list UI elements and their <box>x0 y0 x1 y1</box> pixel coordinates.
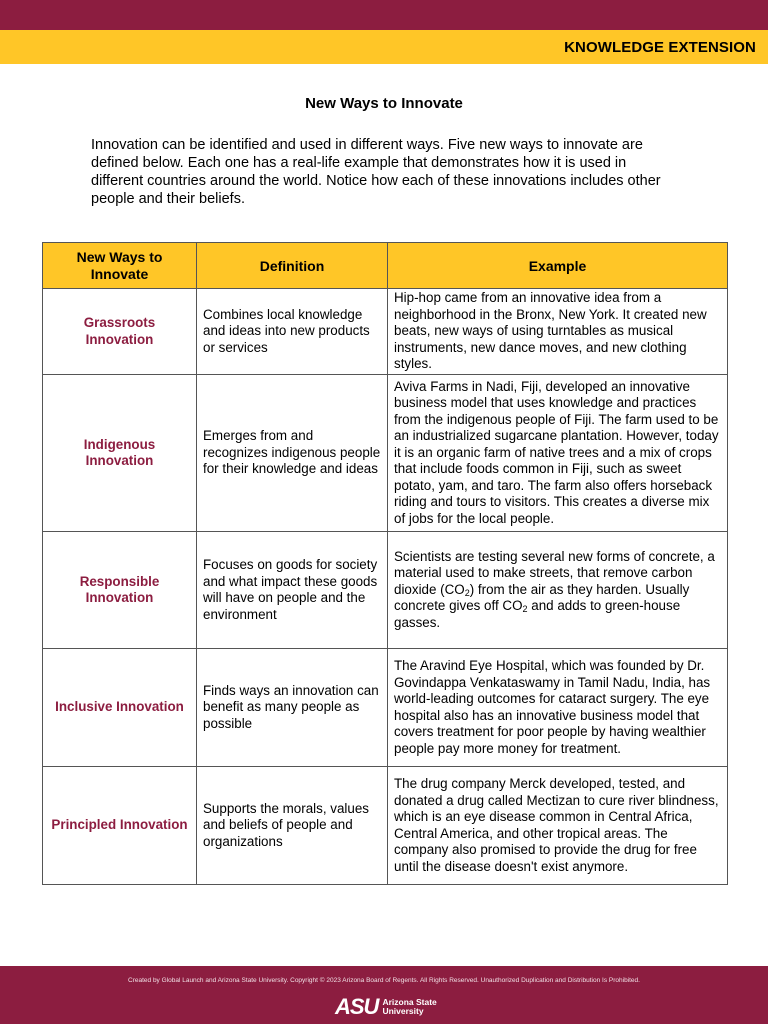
example-text-b: ) from the air as they harden. Usually concrete gives off CO <box>394 581 690 614</box>
header-label: KNOWLEDGE EXTENSION <box>564 38 756 56</box>
page-title: New Ways to Innovate <box>305 95 463 112</box>
asu-logo-words <box>382 998 436 1016</box>
top-maroon-bar <box>0 0 768 30</box>
asu-logo <box>335 996 437 1018</box>
row-definition: Finds ways an innovation can benefit as many people as possible <box>197 649 388 767</box>
logo-line-2: University <box>382 1006 424 1016</box>
table-header-row <box>43 243 728 289</box>
example-text-c: and adds to green-house gasses. <box>394 598 681 630</box>
row-term: Indigenous Innovation <box>43 375 197 532</box>
table-row <box>43 649 728 767</box>
row-term: Inclusive Innovation <box>43 649 197 767</box>
header-definition: Definition <box>197 243 388 289</box>
row-term: Responsible Innovation <box>43 532 197 649</box>
row-definition: Focuses on goods for society and what impact these goods will have on people and the environment <box>197 532 388 649</box>
table-row <box>43 375 728 532</box>
logo-line-1: Arizona State <box>382 997 437 1007</box>
table-row <box>43 767 728 885</box>
example-text-a: Scientists are testing several new forms of concrete, a material used to make streets, that remove carbon dioxide (CO <box>394 548 715 597</box>
row-definition: Combines local knowledge and ideas into new products or services <box>197 289 388 375</box>
row-definition: Supports the morals, values and beliefs of people and organizations <box>197 767 388 885</box>
table-row <box>43 289 728 375</box>
footer-bar <box>0 966 768 1024</box>
row-example: Hip-hop came from an innovative idea from a neighborhood in the Bronx, New York. It created new beats, new ways of using turntables as musical instruments, new dance moves, and new clothing styles. <box>388 289 728 375</box>
row-example: The Aravind Eye Hospital, which was founded by Dr. Govindappa Venkataswamy in Tamil Nadu, India, has world-leading outcomes for cataract surgery. The eye hospital also has an innovative business model that covers treatment for poor people by having wealthier people pay more money for treatment. <box>388 649 728 767</box>
innovation-table <box>42 242 728 885</box>
row-example: Aviva Farms in Nadi, Fiji, developed an innovative business model that uses knowledge and practices from the indigenous people of Fiji. The farm used to be an industrialized sugarcane plantation. However, today it is an organic farm of native trees and a mix of crops that include foods common in Fiji, such as sweet potato, yam, and taro. The farm also offers horseback riding and tours to visitors. This creates a diverse mix of jobs for the local people. <box>388 375 728 532</box>
row-definition: Emerges from and recognizes indigenous people for their knowledge and ideas <box>197 375 388 532</box>
row-example: The drug company Merck developed, tested, and donated a drug called Mectizan to cure river blindness, which is an eye disease common in Central Africa, Central America, and other tropical areas. The company also promised to provide the drug for free until the disease doesn't exist anymore. <box>388 767 728 885</box>
row-example <box>388 532 728 649</box>
table-row <box>43 532 728 649</box>
copyright-text: Created by Global Launch and Arizona State University. Copyright © 2023 Arizona Board of Regents. All Rights Reserved. Unauthorized Duplication and Distribution Is Prohibited. <box>128 977 640 984</box>
header-bar <box>0 30 768 64</box>
row-term: Grassroots Innovation <box>43 289 197 375</box>
asu-logo-mark: ASU <box>335 994 379 1019</box>
subscript-two: 2 <box>522 604 528 615</box>
header-example: Example <box>388 243 728 289</box>
subscript-two: 2 <box>464 587 470 598</box>
intro-paragraph: Innovation can be identified and used in different ways. Five new ways to innovate are defined below. Each one has a real-life example that demonstrates how it is used in different countries around the world. Notice how each of these innovations includes other people and their beliefs. <box>91 137 661 207</box>
row-term: Principled Innovation <box>43 767 197 885</box>
header-ways: New Ways to Innovate <box>43 243 197 289</box>
